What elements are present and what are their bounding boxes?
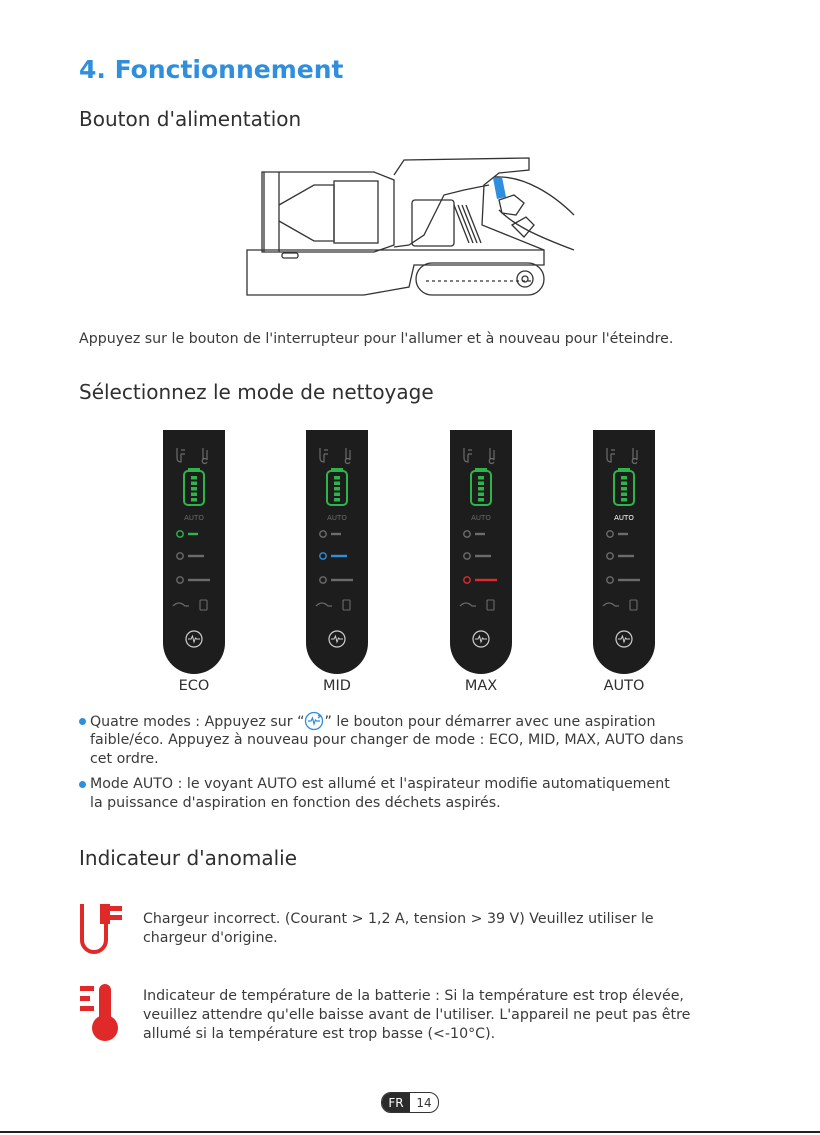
- fan-level-icon: [320, 531, 326, 537]
- power-heading: Bouton d'alimentation: [79, 107, 302, 131]
- vacuum-illustration: [244, 155, 576, 297]
- fan-level-icon: [320, 553, 326, 559]
- fan-level-icon: [464, 553, 470, 559]
- battery-level-segment: [621, 487, 627, 491]
- brush-icon: [316, 603, 332, 606]
- temp-text-line3: allumé si la température est trop basse (<-10°C).: [143, 1026, 496, 1042]
- mode-panel-eco: [163, 430, 225, 674]
- bullet1-line2: faible/éco. Appuyez à nouveau pour changer de mode : ECO, MID, MAX, AUTO dans: [90, 732, 684, 748]
- mode-panel-mid: [306, 430, 368, 674]
- anomaly-heading: Indicateur d'anomalie: [79, 846, 297, 870]
- bullet1-line1: [90, 711, 655, 732]
- fan-level-bar: [331, 533, 341, 535]
- fan-level-bar: [188, 533, 198, 535]
- fan-level-bar: [331, 555, 347, 557]
- fan-level-icon: [177, 553, 183, 559]
- battery-level-segment: [478, 493, 484, 497]
- bullet2-line2: la puissance d'aspiration en fonction des déchets aspirés.: [90, 795, 501, 811]
- brush-clog-icon: [630, 600, 637, 610]
- battery-level-segment: [621, 476, 627, 480]
- charger-indicator-icon: [177, 448, 185, 462]
- fan-level-bar: [618, 555, 634, 557]
- bottom-rule: [0, 1131, 820, 1133]
- mode-heading: Sélectionnez le mode de nettoyage: [79, 380, 434, 404]
- fan-level-icon: [464, 531, 470, 537]
- battery-level-segment: [334, 476, 340, 480]
- fan-level-bar: [188, 555, 204, 557]
- battery-level-segment: [621, 482, 627, 486]
- fan-level-bar: [475, 579, 497, 581]
- fan-level-icon: [320, 577, 326, 583]
- brush-icon: [603, 603, 619, 606]
- fan-level-bar: [331, 579, 353, 581]
- fan-level-icon: [607, 577, 613, 583]
- mode-pulse-icon: [618, 636, 630, 642]
- charger-indicator-icon: [607, 448, 615, 462]
- mode-label-mid: MID: [323, 678, 351, 694]
- fan-level-bar: [618, 579, 640, 581]
- fan-level-bar: [475, 533, 485, 535]
- mode-pulse-icon: [475, 636, 487, 642]
- page-title: 4. Fonctionnement: [79, 55, 344, 84]
- battery-level-segment: [191, 498, 197, 502]
- battery-level-segment: [334, 498, 340, 502]
- auto-indicator-label: AUTO: [614, 514, 634, 522]
- auto-indicator-label: AUTO: [327, 514, 347, 522]
- fan-level-icon: [607, 531, 613, 537]
- temp-text-line2: veuillez attendre qu'elle baisse avant de l'utiliser. L'appareil ne peut pas être: [143, 1007, 691, 1023]
- mode-panel-max: [450, 430, 512, 674]
- bullet-dot: [79, 718, 86, 725]
- mode-label-eco: ECO: [178, 678, 210, 694]
- fan-level-icon: [177, 531, 183, 537]
- battery-level-segment: [334, 487, 340, 491]
- battery-level-segment: [334, 482, 340, 486]
- battery-level-segment: [334, 493, 340, 497]
- temp-text-line1: Indicateur de température de la batterie : Si la température est trop élevée,: [143, 988, 684, 1004]
- battery-level-segment: [478, 482, 484, 486]
- temperature-indicator-icon: [202, 448, 207, 464]
- charger-indicator-icon: [320, 448, 328, 462]
- charger-text-line1: Chargeur incorrect. (Courant > 1,2 A, tension > 39 V) Veuillez utiliser le: [143, 911, 654, 927]
- mode-pulse-icon: [331, 636, 343, 642]
- bullet1-prefix: Quatre modes : Appuyez sur “: [90, 714, 305, 730]
- fan-level-icon: [607, 553, 613, 559]
- battery-level-segment: [191, 487, 197, 491]
- fan-level-bar: [188, 579, 210, 581]
- brush-icon: [460, 603, 476, 606]
- auto-indicator-label: AUTO: [471, 514, 491, 522]
- charger-text-line2: chargeur d'origine.: [143, 930, 278, 946]
- bullet1-suffix: ” le bouton pour démarrer avec une aspiration: [324, 714, 656, 730]
- fan-level-icon: [464, 577, 470, 583]
- battery-level-segment: [621, 498, 627, 502]
- charger-icon: [78, 900, 128, 956]
- temperature-indicator-icon: [632, 448, 637, 464]
- brush-clog-icon: [200, 600, 207, 610]
- brush-icon: [173, 603, 189, 606]
- fan-level-bar: [618, 533, 628, 535]
- bullet-dot: [79, 781, 86, 788]
- brush-clog-icon: [343, 600, 350, 610]
- battery-level-segment: [478, 487, 484, 491]
- battery-level-segment: [478, 476, 484, 480]
- page-badge: [381, 1092, 439, 1113]
- mode-panel-auto: [593, 430, 655, 674]
- temperature-indicator-icon: [345, 448, 350, 464]
- battery-level-segment: [191, 482, 197, 486]
- mode-label-auto: AUTO: [603, 678, 645, 694]
- temperature-indicator-icon: [489, 448, 494, 464]
- mode-pulse-icon: [188, 636, 200, 642]
- fan-level-bar: [475, 555, 491, 557]
- mode-label-max: MAX: [464, 678, 498, 694]
- bullet2-line1: Mode AUTO : le voyant AUTO est allumé et l'aspirateur modifie automatiquement: [90, 776, 670, 792]
- power-instruction: Appuyez sur le bouton de l'interrupteur pour l'allumer et à nouveau pour l'éteindre.: [79, 331, 674, 347]
- fan-level-icon: [177, 577, 183, 583]
- mode-button-icon: [304, 711, 324, 731]
- battery-level-segment: [191, 493, 197, 497]
- brush-clog-icon: [487, 600, 494, 610]
- bullet1-line3: cet ordre.: [90, 751, 159, 767]
- page-number: 14: [416, 1095, 432, 1110]
- battery-level-segment: [478, 498, 484, 502]
- language-code: FR: [382, 1093, 410, 1112]
- auto-indicator-label: AUTO: [184, 514, 204, 522]
- battery-level-segment: [191, 476, 197, 480]
- thermometer-icon: [78, 982, 128, 1044]
- charger-indicator-icon: [464, 448, 472, 462]
- battery-level-segment: [621, 493, 627, 497]
